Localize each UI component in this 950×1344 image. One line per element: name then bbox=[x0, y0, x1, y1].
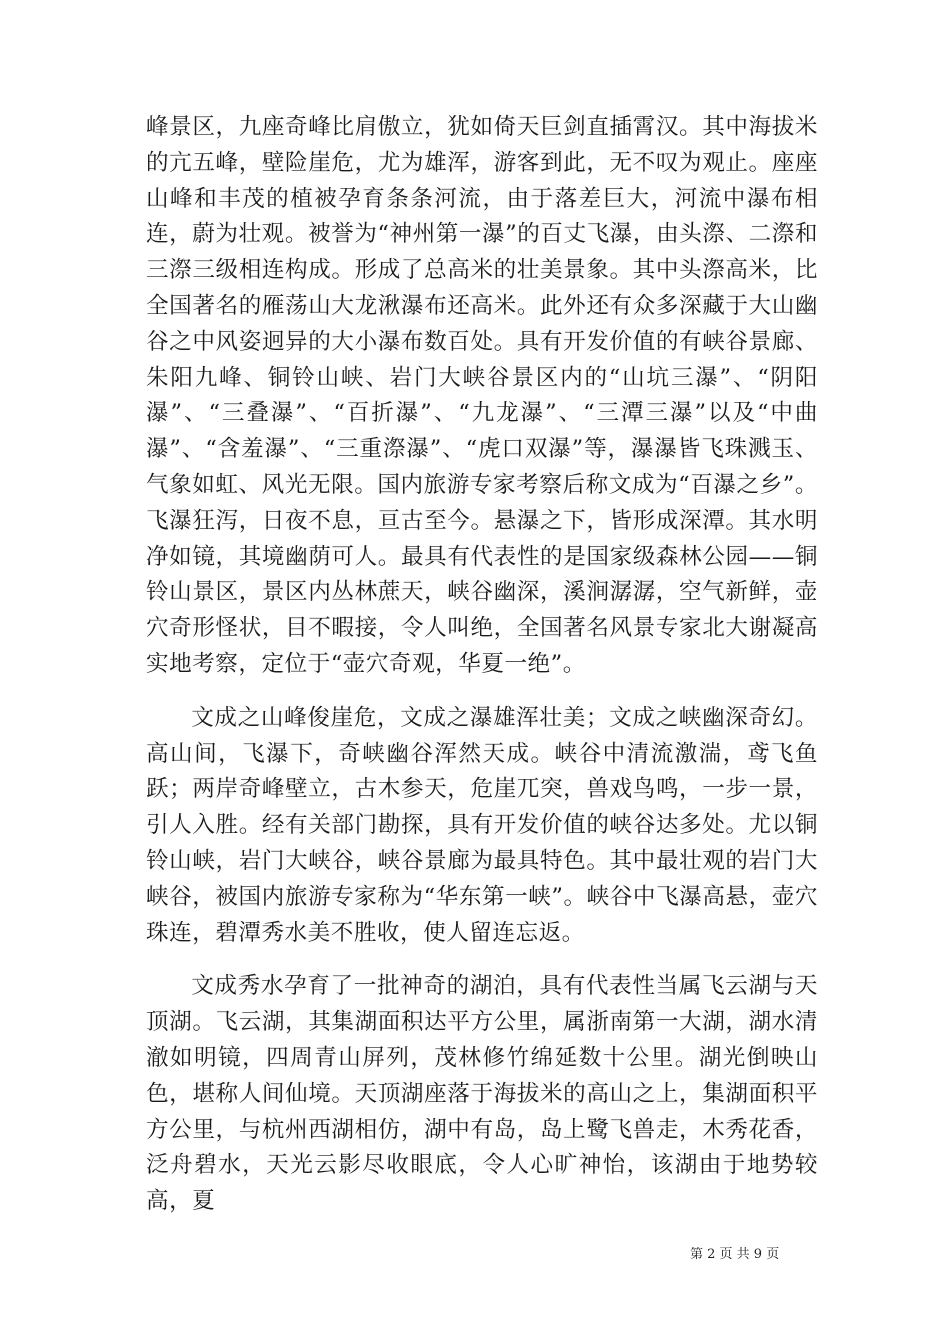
document-body bbox=[146, 110, 818, 1220]
page-number: 第 2 页 共 9 页 bbox=[690, 1247, 780, 1262]
paragraph-1: 峰景区，九座奇峰比肩傲立，犹如倚天巨剑直插霄汉。其中海拔米的亢五峰，壁险崖危，尤为雄浑，游客到此，无不叹为观止。座座山峰和丰茂的植被孕育条条河流，由于落差巨大，河流中瀑布相连，蔚为壮观。被誉为“神州第一瀑”的百丈飞瀑，由头漈、二漈和三漈三级相连构成。形成了总高米的壮美景象。其中头漈高米，比全国著名的雁荡山大龙湫瀑布还高米。此外还有众多深藏于大山幽谷之中风姿迥异的大小瀑布数百处。具有开发价值的有峡谷景廊、朱阳九峰、铜铃山峡、岩门大峡谷景区内的“山坑三瀑”、“阴阳瀑”、“三叠瀑”、“百折瀑”、“九龙瀑”、“三潭三瀑”以及“中曲瀑”、“含羞瀑”、“三重漈瀑”、“虎口双瀑”等，瀑瀑皆飞珠溅玉、气象如虹、风光无限。国内旅游专家考察后称文成为“百瀑之乡”。飞瀑狂泻，日夜不息，亘古至今。悬瀑之下，皆形成深潭。其水明净如镜，其境幽荫可人。最具有代表性的是国家级森林公园——铜铃山景区，景区内丛林蔗天，峡谷幽深，溪涧潺潺，空气新鲜，壶穴奇形怪状，目不暇接，令人叫绝，全国著名风景专家北大谢凝高实地考察，定位于“壶穴奇观，华夏一绝”。 bbox=[146, 114, 818, 677]
paragraph-3: 文成秀水孕育了一批神奇的湖泊，具有代表性当属飞云湖与天顶湖。飞云湖，其集湖面积达平方公里，属浙南第一大湖，湖水清澈如明镜，四周青山屏列，茂林修竹绵延数十公里。湖光倒映山色，堪称人间仙境。天顶湖座落于海拔米的高山之上，集湖面积平方公里，与杭州西湖相仿，湖中有岛，岛上鹭飞兽走，木秀花香，泛舟碧水，天光云影尽收眼底，令人心旷神怡，该湖由于地势较高，夏 bbox=[146, 973, 818, 1215]
paragraph-2: 文成之山峰俊崖危，文成之瀑雄浑壮美；文成之峡幽深奇幻。高山间，飞瀑下，奇峡幽谷浑然天成。峡谷中清流激湍，鸢飞鱼跃；两岸奇峰壁立，古木参天，危崖兀突，兽戏鸟鸣，一步一景，引人入胜。经有关部门勘探，具有开发价值的峡谷达多处。尤以铜铃山峡，岩门大峡谷，峡谷景廊为最具特色。其中最壮观的岩门大峡谷，被国内旅游专家称为“华东第一峡”。峡谷中飞瀑高悬，壶穴珠连，碧潭秀水美不胜收，使人留连忘返。 bbox=[146, 704, 818, 946]
